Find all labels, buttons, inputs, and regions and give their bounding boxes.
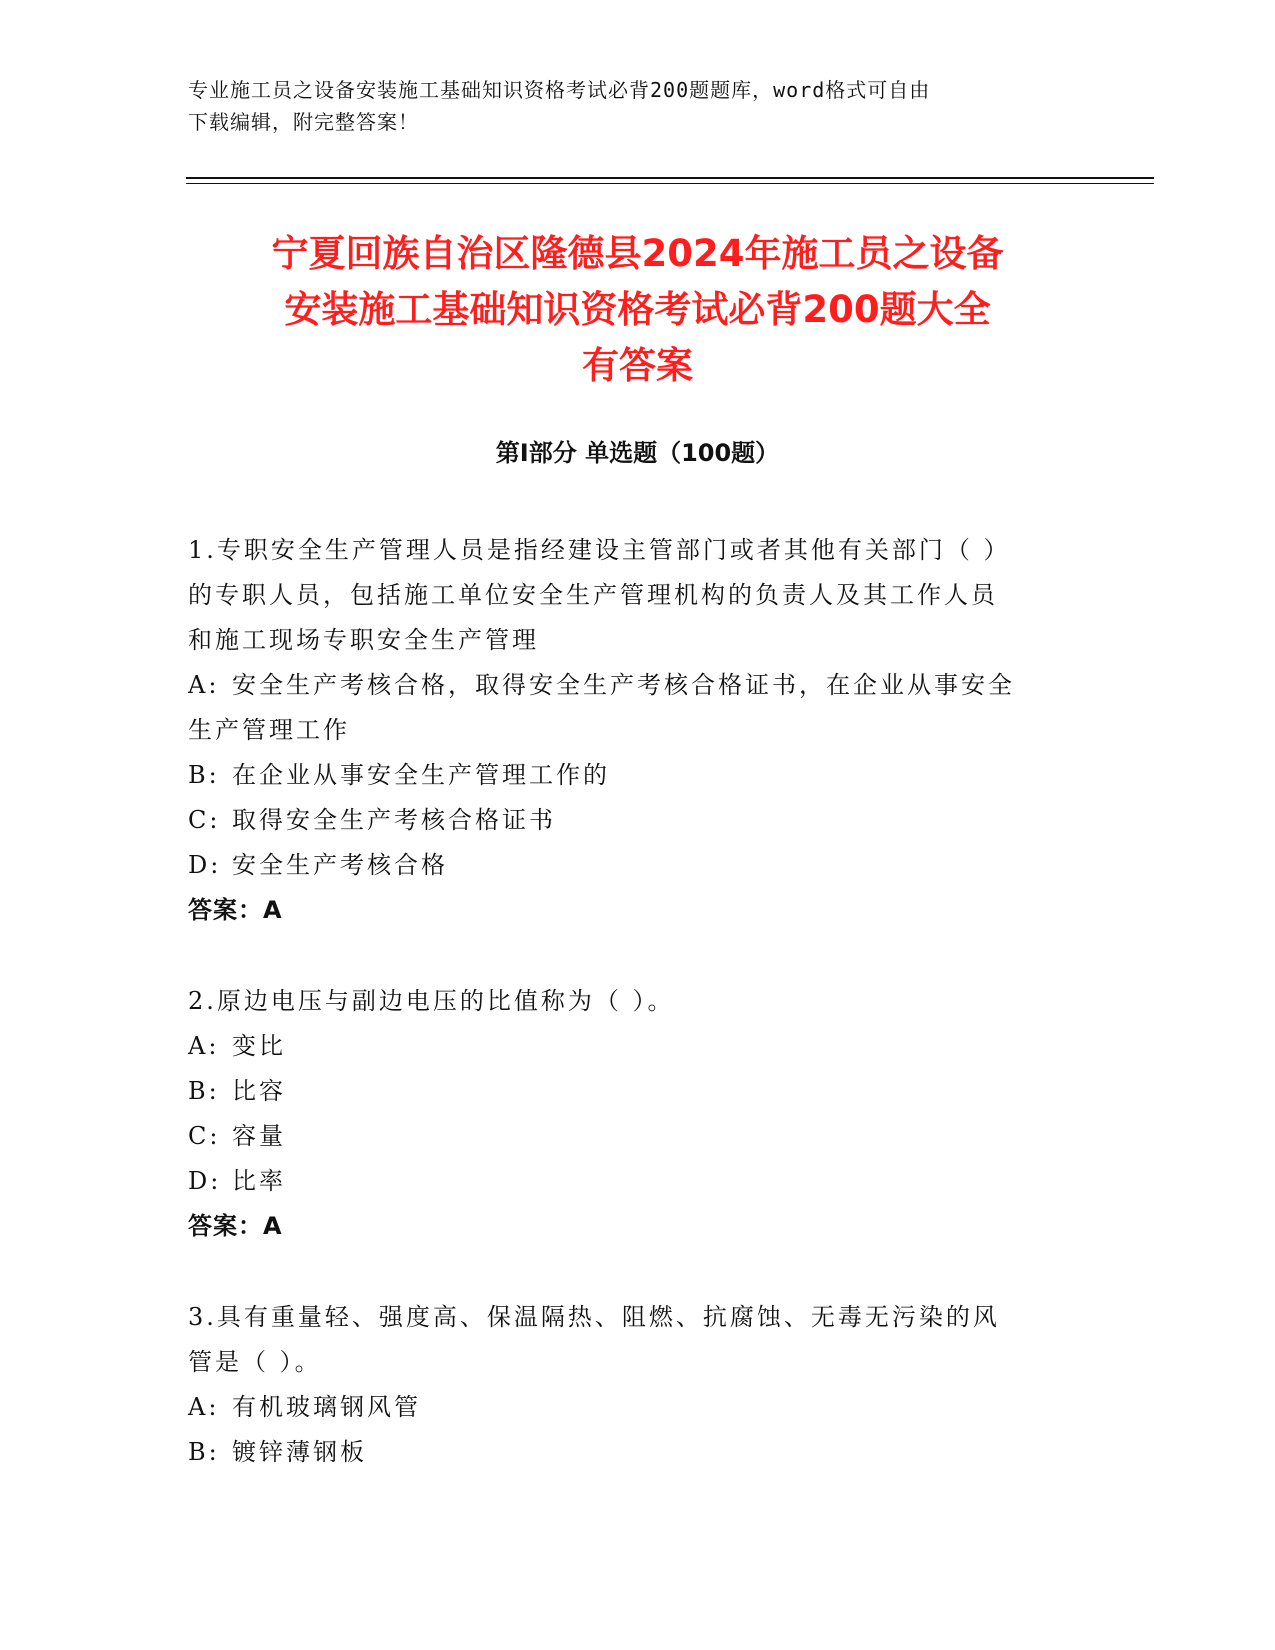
option-key: B: (188, 761, 220, 789)
question-1-option-d (188, 843, 1088, 888)
option-text: 取得安全生产考核合格证书 (232, 806, 556, 834)
question-1-option-b (188, 753, 1088, 798)
question-3-option-b (188, 1430, 1088, 1475)
question-3 (188, 1295, 1088, 1475)
title-line-2: 安装施工基础知识资格考试必背200题大全 (284, 288, 991, 331)
header-divider-thin (186, 183, 1154, 184)
question-2-answer: 答案：A (188, 1212, 283, 1240)
option-text-line: 安全生产考核合格，取得安全生产考核合格证书，在企业从事安全 (232, 671, 1015, 699)
option-text: 容量 (232, 1122, 286, 1150)
option-text: 安全生产考核合格 (232, 851, 448, 879)
question-2-option-d (188, 1159, 1088, 1204)
question-2-option-b (188, 1069, 1088, 1114)
question-stem-line: 2.原边电压与副边电压的比值称为（ ）。 (188, 987, 675, 1015)
question-1-option-a (188, 663, 1088, 708)
question-stem-line: 管是（ ）。 (188, 1348, 322, 1376)
option-key: B: (188, 1077, 220, 1105)
section-heading: 第Ⅰ部分 单选题（100题） (495, 439, 780, 467)
question-1-option-c (188, 798, 1088, 843)
option-text: 变比 (232, 1032, 286, 1060)
option-text: 比容 (232, 1077, 286, 1105)
option-key: D: (188, 1167, 222, 1195)
option-key: A: (188, 671, 220, 699)
option-key: C: (188, 1122, 221, 1150)
title-line-3: 有答案 (582, 344, 693, 387)
option-text: 在企业从事安全生产管理工作的 (232, 761, 610, 789)
option-text: 比率 (232, 1167, 286, 1195)
title-line-1: 宁夏回族自治区隆德县2024年施工员之设备 (271, 232, 1004, 275)
question-2-option-c (188, 1114, 1088, 1159)
option-key: D: (188, 851, 222, 879)
question-list (188, 528, 1088, 1521)
question-stem-line: 和施工现场专职安全生产管理 (188, 626, 539, 654)
option-text: 镀锌薄钢板 (232, 1438, 367, 1466)
document-header (188, 74, 1088, 138)
question-2-option-a (188, 1024, 1088, 1069)
option-key: B: (188, 1438, 220, 1466)
option-key: A: (188, 1032, 220, 1060)
option-text: 有机玻璃钢风管 (232, 1393, 421, 1421)
option-text-continuation: 生产管理工作 (188, 716, 350, 744)
option-key: C: (188, 806, 221, 834)
question-1-answer: 答案：A (188, 896, 283, 924)
option-text (232, 663, 1088, 708)
question-stem-line: 的专职人员，包括施工单位安全生产管理机构的负责人及其工作人员 (188, 581, 998, 609)
header-line-1: 专业施工员之设备安装施工基础知识资格考试必背200题题库，word格式可自由 (188, 78, 931, 102)
question-3-option-a (188, 1385, 1088, 1430)
question-1 (188, 528, 1088, 933)
header-line-2: 下载编辑，附完整答案！ (188, 110, 419, 134)
document-title (170, 226, 1105, 394)
question-2-stem (188, 979, 1088, 1024)
question-stem-line: 1.专职安全生产管理人员是指经建设主管部门或者其他有关部门（ ） (188, 536, 1011, 564)
header-divider-thick (186, 177, 1154, 179)
question-2 (188, 979, 1088, 1249)
option-key: A: (188, 1393, 220, 1421)
question-3-stem (188, 1295, 1088, 1385)
question-1-stem (188, 528, 1088, 663)
question-stem-line: 3.具有重量轻、强度高、保温隔热、阻燃、抗腐蚀、无毒无污染的风 (188, 1303, 1000, 1331)
